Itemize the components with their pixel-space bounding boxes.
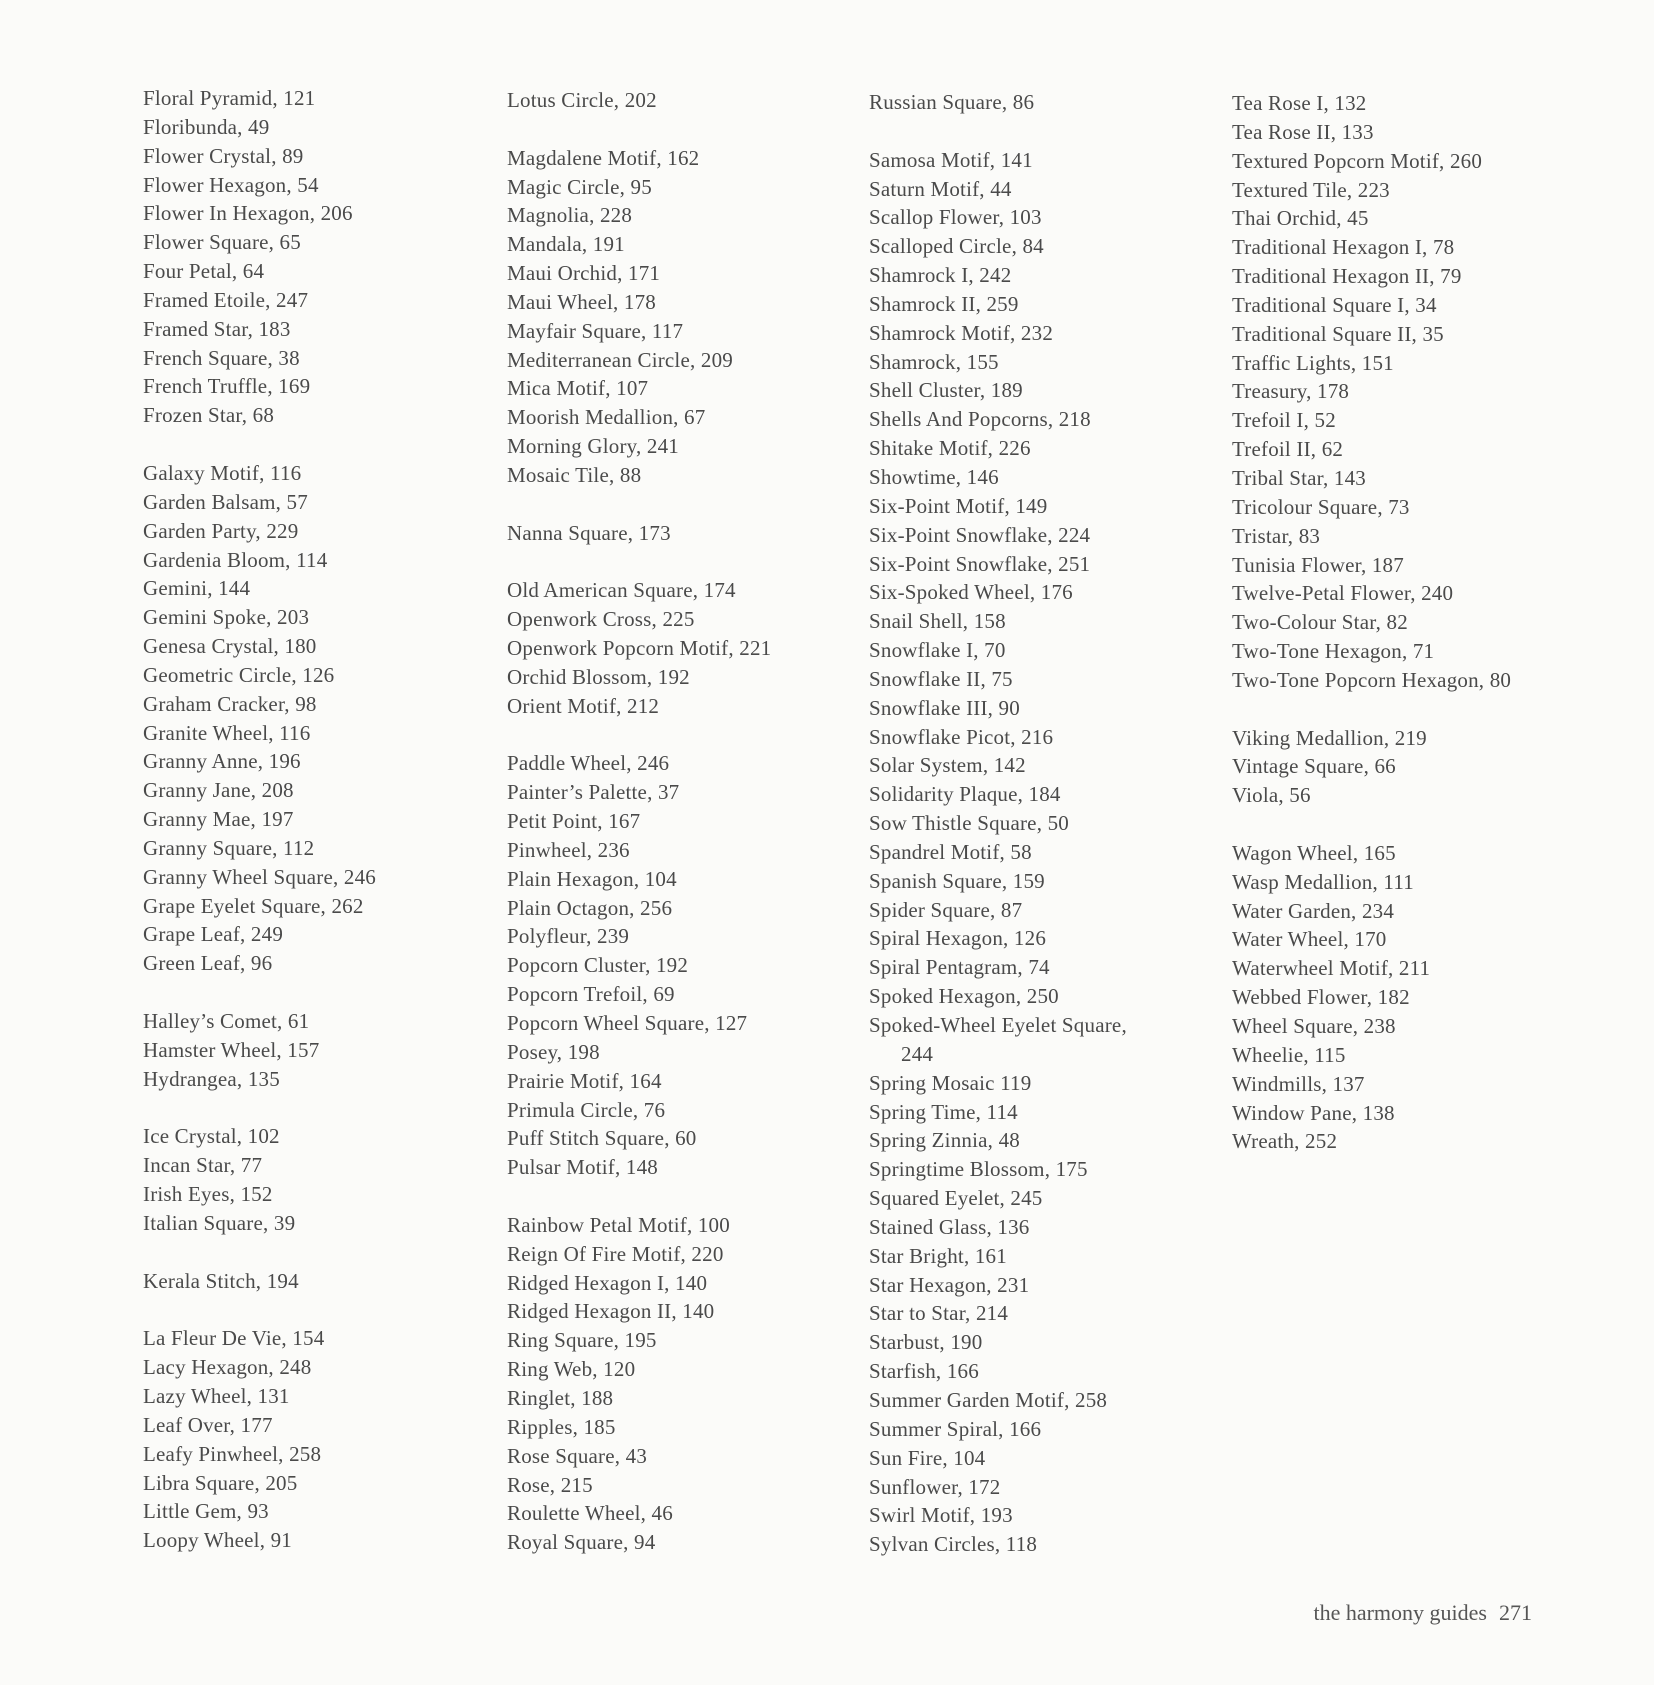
index-entry: Lazy Wheel, 131 (143, 1383, 290, 1408)
index-entry: Two-Tone Hexagon, 71 (1232, 639, 1435, 664)
index-entry: Flower Square, 65 (143, 230, 301, 255)
index-letter-group (507, 576, 771, 720)
index-entry: Textured Tile, 223 (1232, 177, 1390, 202)
index-entry (869, 1011, 1127, 1069)
index-entry: Royal Square, 94 (507, 1530, 656, 1555)
index-entry: Loopy Wheel, 91 (143, 1528, 292, 1553)
index-entry: Halley’s Comet, 61 (143, 1009, 310, 1033)
index-entry: Wreath, 252 (1232, 1129, 1338, 1154)
index-entry: Prairie Motif, 164 (507, 1068, 662, 1093)
index-entry: Popcorn Cluster, 192 (507, 953, 689, 978)
page-number: 271 (1499, 1600, 1532, 1625)
index-entry: Trefoil I, 52 (1232, 408, 1336, 433)
index-entry: Snowflake Picot, 216 (869, 724, 1054, 749)
index-entry: Morning Glory, 241 (507, 434, 679, 459)
index-column-2 (507, 86, 771, 1557)
index-entry: Geometric Circle, 126 (143, 662, 335, 687)
index-entry: Maui Wheel, 178 (507, 289, 656, 314)
index-entry: Shamrock II, 259 (869, 291, 1019, 316)
index-letter-group (507, 144, 771, 490)
index-entry: Granny Anne, 196 (143, 749, 301, 774)
index-entry: Openwork Cross, 225 (507, 607, 695, 632)
index-entry: Spiral Hexagon, 126 (869, 926, 1047, 951)
index-entry: Genesa Crystal, 180 (143, 634, 317, 659)
index-entry: Mosaic Tile, 88 (507, 462, 642, 487)
index-entry: Spring Zinnia, 48 (869, 1128, 1020, 1153)
index-entry: Frozen Star, 68 (143, 403, 275, 428)
index-entry: Libra Square, 205 (143, 1470, 298, 1495)
index-entry: Gemini, 144 (143, 576, 251, 601)
index-entry: Scalloped Circle, 84 (869, 234, 1044, 259)
index-entry: Flower In Hexagon, 206 (143, 201, 353, 226)
index-entry-text: Spoked-Wheel Eyelet Square, (869, 1013, 1127, 1037)
index-entry: Italian Square, 39 (143, 1210, 296, 1235)
index-entry: Mica Motif, 107 (507, 376, 649, 401)
index-entry: Gardenia Bloom, 114 (143, 547, 328, 572)
index-entry: Flower Hexagon, 54 (143, 172, 319, 197)
index-entry: Ring Square, 195 (507, 1328, 657, 1353)
index-entry: Shell Cluster, 189 (869, 378, 1023, 403)
index-entry: Summer Spiral, 166 (869, 1416, 1042, 1441)
index-entry: Textured Popcorn Motif, 260 (1232, 148, 1483, 173)
index-entry: Popcorn Wheel Square, 127 (507, 1011, 748, 1035)
index-entry: Plain Hexagon, 104 (507, 866, 677, 891)
index-entry: Rainbow Petal Motif, 100 (507, 1212, 730, 1237)
index-entry: Garden Balsam, 57 (143, 489, 308, 514)
index-letter-group (869, 146, 1127, 1559)
index-entry: Rose, 215 (507, 1472, 593, 1497)
index-entry: Old American Square, 174 (507, 578, 736, 603)
index-entry: Orchid Blossom, 192 (507, 664, 690, 689)
index-entry: Six-Point Snowflake, 224 (869, 522, 1091, 547)
index-entry: Two-Tone Popcorn Hexagon, 80 (1232, 667, 1512, 692)
index-entry: Star Bright, 161 (869, 1243, 1007, 1268)
index-entry: Paddle Wheel, 246 (507, 751, 670, 776)
index-entry: Snowflake I, 70 (869, 638, 1006, 663)
index-entry: Leaf Over, 177 (143, 1412, 273, 1437)
index-entry: Ringlet, 188 (507, 1385, 614, 1410)
index-entry: Maui Orchid, 171 (507, 261, 661, 286)
index-letter-group (869, 88, 1127, 117)
running-footer-title: the harmony guides (1313, 1600, 1487, 1625)
index-entry: Ice Crystal, 102 (143, 1124, 280, 1149)
index-entry: Pulsar Motif, 148 (507, 1155, 658, 1180)
index-entry: French Truffle, 169 (143, 374, 311, 399)
index-entry: Starbust, 190 (869, 1330, 983, 1355)
index-entry: Granny Jane, 208 (143, 778, 294, 803)
index-entry: La Fleur De Vie, 154 (143, 1326, 325, 1351)
index-entry: Nanna Square, 173 (507, 520, 671, 545)
index-entry: Wheel Square, 238 (1232, 1014, 1396, 1038)
index-entry: Snail Shell, 158 (869, 609, 1006, 634)
index-entry: Galaxy Motif, 116 (143, 460, 302, 485)
index-entry: Graham Cracker, 98 (143, 691, 317, 716)
index-letter-group (1232, 724, 1511, 811)
index-entry: Plain Octagon, 256 (507, 895, 673, 920)
index-entry: Flower Crystal, 89 (143, 143, 304, 168)
index-entry: Sun Fire, 104 (869, 1445, 986, 1470)
index-letter-group (143, 1324, 376, 1555)
index-entry: Trefoil II, 62 (1232, 437, 1344, 462)
index-entry: Six-Point Motif, 149 (869, 493, 1048, 518)
index-entry: Gemini Spoke, 203 (143, 605, 310, 630)
index-entry: Popcorn Trefoil, 69 (507, 982, 675, 1007)
index-entry: Magnolia, 228 (507, 203, 633, 228)
page-footer (1313, 1600, 1532, 1626)
index-entry: Windmills, 137 (1232, 1071, 1365, 1096)
index-entry: Framed Star, 183 (143, 316, 291, 341)
index-entry: Snowflake II, 75 (869, 666, 1013, 691)
index-entry: Viking Medallion, 219 (1232, 725, 1427, 750)
index-entry: Posey, 198 (507, 1039, 600, 1064)
index-entry: Mediterranean Circle, 209 (507, 347, 733, 372)
index-entry: Polyfleur, 239 (507, 924, 630, 949)
index-entry: Green Leaf, 96 (143, 951, 273, 976)
index-entry: Shamrock I, 242 (869, 263, 1012, 288)
index-entry: Spandrel Motif, 58 (869, 839, 1032, 864)
index-entry: Kerala Stitch, 194 (143, 1268, 299, 1293)
index-letter-group (143, 1267, 376, 1296)
index-entry: Wagon Wheel, 165 (1232, 840, 1396, 865)
index-entry: French Square, 38 (143, 345, 300, 370)
index-entry: Swirl Motif, 193 (869, 1503, 1013, 1528)
index-entry: Grape Leaf, 249 (143, 922, 284, 947)
index-letter-group (143, 84, 376, 430)
index-entry: Mandala, 191 (507, 232, 625, 257)
index-entry: Tricolour Square, 73 (1232, 494, 1410, 519)
index-entry: Water Wheel, 170 (1232, 927, 1387, 952)
index-letter-group (1232, 839, 1511, 1156)
index-entry: Shamrock Motif, 232 (869, 320, 1054, 345)
index-entry: Magdalene Motif, 162 (507, 145, 700, 170)
index-entry: Two-Colour Star, 82 (1232, 610, 1408, 635)
index-entry: Ridged Hexagon II, 140 (507, 1299, 715, 1324)
index-entry: Four Petal, 64 (143, 259, 265, 284)
index-entry: Russian Square, 86 (869, 90, 1035, 114)
index-entry: Orient Motif, 212 (507, 693, 660, 718)
index-entry: Granny Square, 112 (143, 835, 315, 860)
index-entry: Reign Of Fire Motif, 220 (507, 1241, 724, 1266)
index-entry: Springtime Blossom, 175 (869, 1157, 1088, 1182)
index-column-3 (869, 88, 1127, 1559)
index-entry: Wasp Medallion, 111 (1232, 869, 1414, 894)
index-entry: Irish Eyes, 152 (143, 1182, 273, 1207)
index-letter-group (507, 749, 771, 1182)
index-entry: Six-Point Snowflake, 251 (869, 551, 1091, 576)
index-entry: Thai Orchid, 45 (1232, 206, 1369, 231)
index-entry: Saturn Motif, 44 (869, 176, 1012, 201)
index-entry: Tea Rose II, 133 (1232, 119, 1374, 144)
index-column-1 (143, 84, 376, 1555)
index-entry: Water Garden, 234 (1232, 898, 1395, 923)
index-entry: Stained Glass, 136 (869, 1214, 1030, 1239)
index-entry: Leafy Pinwheel, 258 (143, 1441, 322, 1466)
index-entry: Granite Wheel, 116 (143, 720, 311, 745)
index-entry: Framed Etoile, 247 (143, 287, 309, 312)
index-entry: Granny Wheel Square, 246 (143, 864, 377, 889)
index-entry: Sow Thistle Square, 50 (869, 811, 1070, 836)
index-entry: Starfish, 166 (869, 1359, 979, 1384)
index-entry: Primula Circle, 76 (507, 1097, 666, 1122)
index-entry: Ridged Hexagon I, 140 (507, 1270, 708, 1295)
index-entry: Spiral Pentagram, 74 (869, 955, 1050, 980)
index-letter-group (507, 519, 771, 548)
index-letter-group (1232, 89, 1511, 695)
index-entry: Roulette Wheel, 46 (507, 1501, 673, 1526)
index-entry: Twelve-Petal Flower, 240 (1232, 581, 1454, 606)
index-entry: Lotus Circle, 202 (507, 88, 657, 112)
index-entry: Shamrock, 155 (869, 349, 999, 374)
index-entry: Rose Square, 43 (507, 1443, 648, 1468)
index-entry: Little Gem, 93 (143, 1499, 269, 1524)
index-entry: Treasury, 178 (1232, 379, 1350, 404)
index-entry: Squared Eyelet, 245 (869, 1186, 1043, 1211)
index-entry: Puff Stitch Square, 60 (507, 1126, 697, 1151)
index-entry: Samosa Motif, 141 (869, 147, 1033, 172)
index-entry: Six-Spoked Wheel, 176 (869, 580, 1073, 605)
index-entry: Shitake Motif, 226 (869, 436, 1031, 461)
index-entry: Shells And Popcorns, 218 (869, 407, 1091, 432)
index-entry: Spring Mosaic 119 (869, 1070, 1032, 1095)
index-entry: Webbed Flower, 182 (1232, 985, 1410, 1010)
index-entry: Ripples, 185 (507, 1414, 616, 1439)
index-entry: Moorish Medallion, 67 (507, 405, 706, 430)
index-entry: Hamster Wheel, 157 (143, 1037, 320, 1062)
index-entry: Traditional Hexagon II, 79 (1232, 264, 1462, 289)
index-entry: Snowflake III, 90 (869, 695, 1020, 720)
index-entry: Mayfair Square, 117 (507, 318, 684, 343)
index-entry: Solidarity Plaque, 184 (869, 782, 1061, 807)
index-entry: Spoked Hexagon, 250 (869, 984, 1059, 1009)
index-entry: Viola, 56 (1232, 783, 1311, 808)
index-entry: Garden Party, 229 (143, 518, 299, 543)
index-letter-group (507, 86, 771, 115)
index-entry: Wheelie, 115 (1232, 1042, 1346, 1067)
index-entry: Vintage Square, 66 (1232, 754, 1396, 779)
index-entry: Scallop Flower, 103 (869, 205, 1042, 230)
index-entry: Traditional Hexagon I, 78 (1232, 235, 1455, 260)
index-entry: Sunflower, 172 (869, 1474, 1001, 1499)
index-letter-group (143, 459, 376, 978)
index-entry: Tristar, 83 (1232, 523, 1321, 548)
index-entry: Showtime, 146 (869, 464, 999, 489)
index-entry-page-continuation: 244 (901, 1041, 934, 1066)
index-entry: Tunisia Flower, 187 (1232, 552, 1404, 577)
index-letter-group (143, 1007, 376, 1094)
index-entry: Window Pane, 138 (1232, 1100, 1395, 1125)
index-entry: Painter’s Palette, 37 (507, 780, 680, 805)
index-entry: Hydrangea, 135 (143, 1066, 280, 1091)
index-entry: Star Hexagon, 231 (869, 1272, 1030, 1297)
index-entry: Spring Time, 114 (869, 1099, 1018, 1124)
index-entry: Spider Square, 87 (869, 897, 1023, 922)
index-entry: Petit Point, 167 (507, 809, 641, 834)
index-entry: Traditional Square II, 35 (1232, 321, 1444, 346)
index-entry: Incan Star, 77 (143, 1153, 263, 1178)
index-entry: Tribal Star, 143 (1232, 465, 1367, 490)
index-entry: Pinwheel, 236 (507, 837, 630, 862)
index-entry: Summer Garden Motif, 258 (869, 1387, 1108, 1412)
index-column-4 (1232, 89, 1511, 1156)
index-entry: Traditional Square I, 34 (1232, 292, 1437, 317)
index-entry: Waterwheel Motif, 211 (1232, 956, 1431, 981)
index-letter-group (143, 1122, 376, 1237)
index-entry: Granny Mae, 197 (143, 807, 294, 832)
index-entry: Tea Rose I, 132 (1232, 91, 1367, 115)
index-entry: Sylvan Circles, 118 (869, 1532, 1038, 1557)
index-entry: Solar System, 142 (869, 753, 1026, 778)
index-entry: Magic Circle, 95 (507, 174, 652, 199)
index-letter-group (507, 1211, 771, 1557)
index-entry: Star to Star, 214 (869, 1301, 1009, 1326)
index-entry: Ring Web, 120 (507, 1357, 636, 1382)
index-entry: Lacy Hexagon, 248 (143, 1355, 312, 1380)
index-entry: Openwork Popcorn Motif, 221 (507, 636, 772, 661)
index-entry: Grape Eyelet Square, 262 (143, 893, 364, 918)
index-entry: Floral Pyramid, 121 (143, 86, 316, 110)
index-entry: Traffic Lights, 151 (1232, 350, 1394, 375)
index-entry: Floribunda, 49 (143, 114, 270, 139)
index-entry: Spanish Square, 159 (869, 868, 1045, 893)
